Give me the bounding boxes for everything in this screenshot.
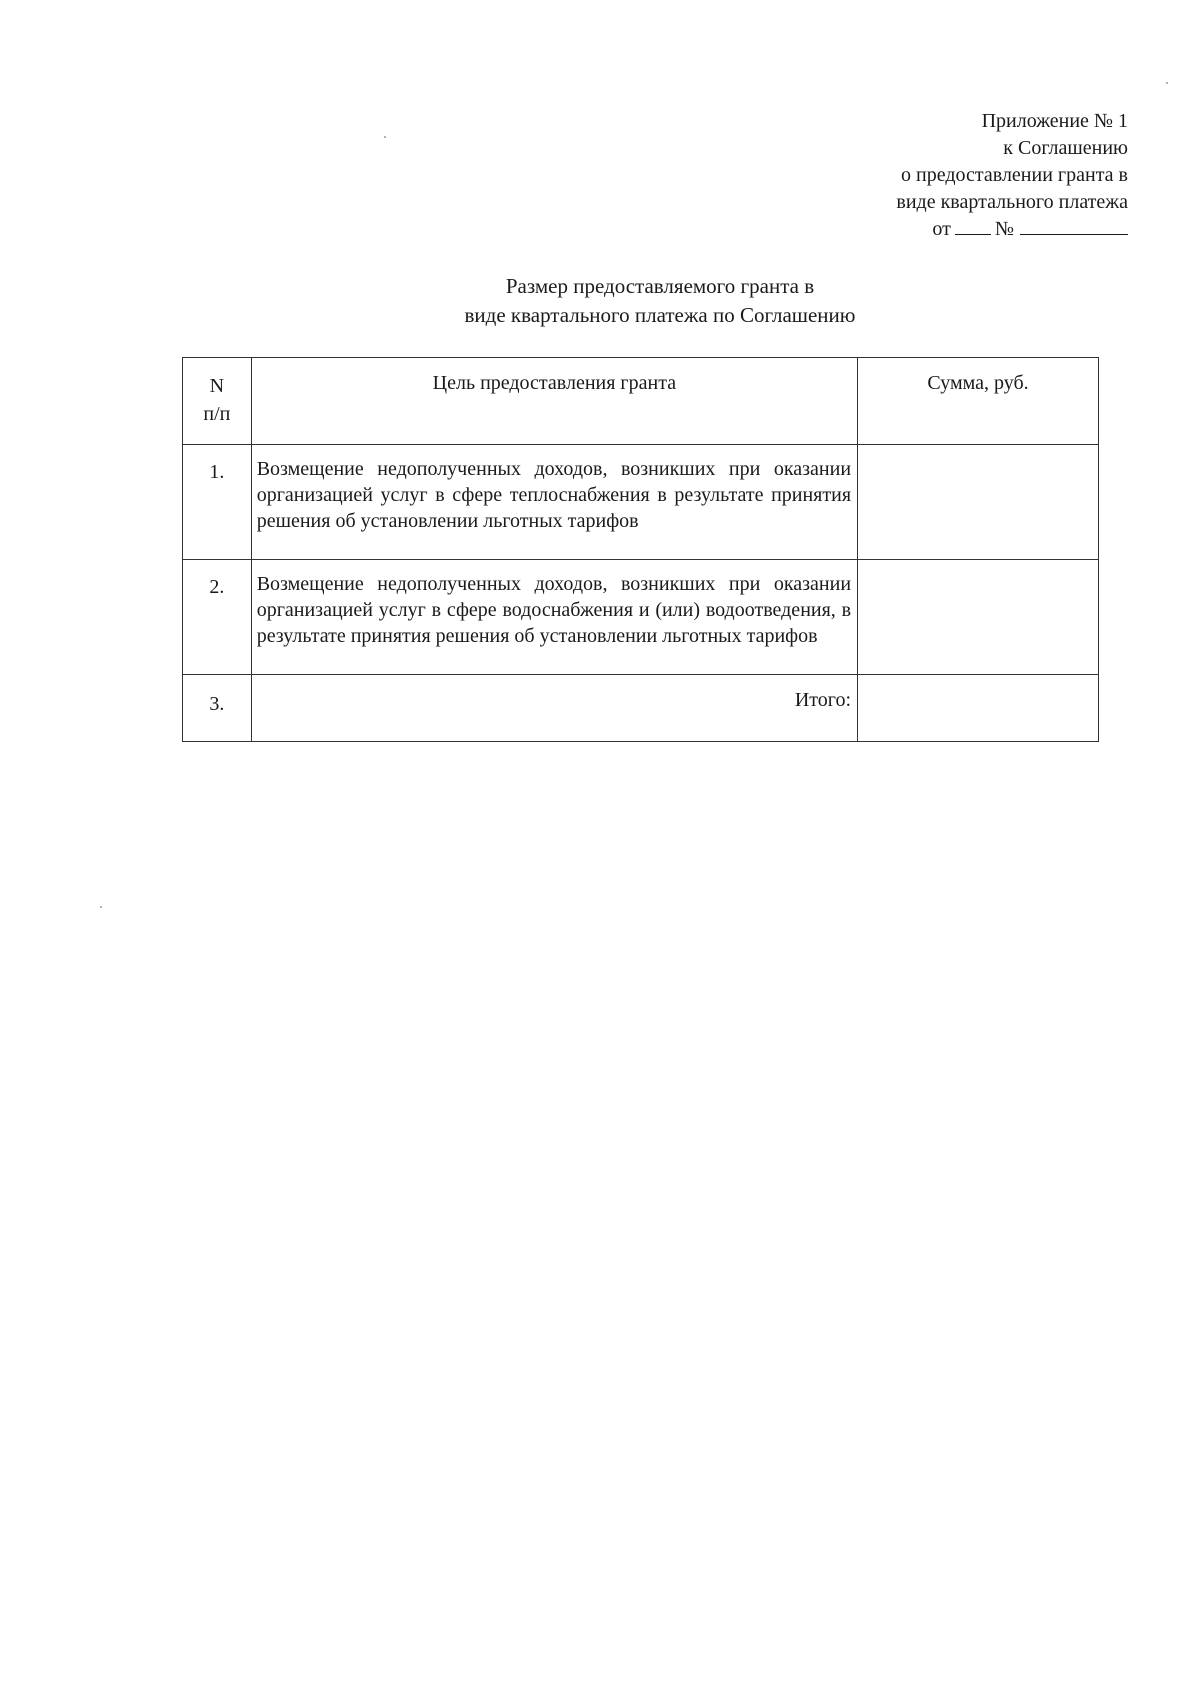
appendix-header <box>768 108 1128 243</box>
appendix-date-number-line <box>768 216 1128 243</box>
title-line-1: Размер предоставляемого гранта в <box>505 274 815 298</box>
date-prefix: от <box>932 218 951 240</box>
document-title <box>0 272 1200 330</box>
header-sum: Сумма, руб. <box>858 358 1099 445</box>
grant-table <box>182 357 1099 742</box>
header-num-line-1: N <box>209 375 225 397</box>
appendix-line-3: о предоставлении гранта в <box>901 164 1128 186</box>
title-line-2: виде квартального платежа по Соглашению <box>464 303 856 327</box>
total-sum <box>858 675 1099 742</box>
scan-speck <box>1166 82 1168 84</box>
number-prefix: № <box>994 218 1014 240</box>
header-num <box>183 358 252 445</box>
row-sum <box>858 560 1099 675</box>
scan-speck <box>384 136 386 138</box>
table-row <box>183 560 1099 675</box>
table-row <box>183 445 1099 560</box>
appendix-line-2: к Соглашению <box>1003 137 1128 159</box>
date-blank <box>955 216 991 235</box>
header-num-line-2: п/п <box>203 403 231 425</box>
appendix-title: Приложение № 1 <box>981 110 1128 132</box>
number-blank <box>1020 216 1128 235</box>
appendix-line-4: виде квартального платежа <box>896 191 1128 213</box>
total-row-number: 3. <box>183 675 252 742</box>
scan-speck <box>100 906 102 908</box>
row-number: 2. <box>183 560 252 675</box>
row-purpose: Возмещение недополученных доходов, возникших при оказании организацией услуг в сфере теплоснабжения в результате принятия решения об установлении льготных тарифов <box>251 445 857 560</box>
row-number: 1. <box>183 445 252 560</box>
table-header-row <box>183 358 1099 445</box>
total-label: Итого: <box>251 675 857 742</box>
row-purpose: Возмещение недополученных доходов, возникших при оказании организацией услуг в сфере водоснабжения и (или) водоотведения, в результате принятия решения об установлении льготных тарифов <box>251 560 857 675</box>
row-sum <box>858 445 1099 560</box>
header-purpose: Цель предоставления гранта <box>251 358 857 445</box>
total-row <box>183 675 1099 742</box>
